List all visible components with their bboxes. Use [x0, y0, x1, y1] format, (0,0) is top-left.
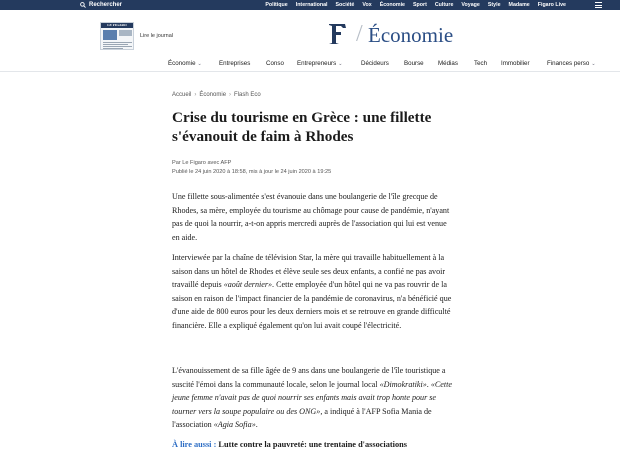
- top-nav-international[interactable]: International: [295, 2, 328, 8]
- nav-decideurs[interactable]: [361, 60, 389, 67]
- chevron-down-icon: ⌄: [338, 61, 343, 67]
- chevron-right-icon: ›: [229, 92, 232, 98]
- paragraph-text: . Cette employée d'un hôtel qui ne va pas rouvrir de la saison en raison de l'impact financier de la pandémie de coronavirus, n'a bénéficié que d'une aide de 800 euros pour les deux derniers mois et se retrouve en grande difficulté financière. Elle a expliqué également qu'on lui avait coupé l'électricité.: [172, 280, 452, 330]
- paragraph-text: Interviewée par la chaîne de télévision Star, la mère qui travaille habituellement à la saison dans un hôtel de Rhodes et élève seule ses deux enfants, a confié ne pas avoir travaillé depuis: [172, 253, 446, 290]
- related-article-link[interactable]: [172, 438, 472, 451]
- le-figaro-logo-icon[interactable]: [326, 22, 348, 46]
- breadcrumb-flash-eco[interactable]: Flash Eco: [234, 92, 261, 98]
- nav-decideurs-label: Décideurs: [361, 60, 389, 67]
- paragraph-text: .: [426, 379, 431, 389]
- publish-date: Publié le 24 juin 2020 à 18:58, mis à jour le 24 juin 2020 à 19:25: [172, 169, 332, 175]
- chevron-down-icon: ⌄: [591, 61, 596, 67]
- newspaper-thumbnail-title: LE FIGARO: [101, 23, 133, 28]
- breadcrumb-economie[interactable]: Économie: [199, 92, 227, 98]
- nav-tech-label: Tech: [474, 60, 488, 67]
- breadcrumb: [172, 92, 261, 98]
- nav-immobilier[interactable]: [501, 60, 530, 67]
- nav-bourse-label: Bourse: [404, 60, 424, 67]
- nav-conso[interactable]: [266, 60, 284, 67]
- read-journal-link[interactable]: Lire le journal: [140, 33, 174, 39]
- search-label: Rechercher: [89, 2, 123, 8]
- nav-entrepreneurs[interactable]: [297, 60, 342, 67]
- nav-finances-perso[interactable]: [547, 60, 596, 67]
- author: Par Le Figaro avec AFP: [172, 160, 232, 166]
- quote-text: «août dernier»: [223, 280, 273, 290]
- article-paragraph-2: [172, 251, 454, 333]
- paragraph-text: , a indiqué à l'AFP Sofia Mania de l'association: [172, 406, 432, 430]
- breadcrumb-accueil[interactable]: Accueil: [172, 92, 192, 98]
- nav-tech[interactable]: [474, 60, 487, 67]
- top-nav-style[interactable]: Style: [487, 2, 501, 8]
- nav-economie-label: Économie: [168, 60, 196, 67]
- top-bar: [0, 0, 620, 10]
- section-title[interactable]: Économie: [368, 23, 454, 47]
- section-nav: [0, 58, 620, 72]
- nav-medias[interactable]: [438, 60, 458, 67]
- nav-bourse[interactable]: [404, 60, 424, 67]
- related-label: À lire aussi :: [172, 440, 217, 449]
- quote-text: «Agia Sofia»: [213, 420, 256, 430]
- paragraph-text: .: [255, 420, 258, 430]
- related-title: Lutte contre la pauvreté: une trentaine d'associations: [218, 440, 407, 449]
- nav-entreprises[interactable]: [219, 60, 250, 67]
- byline: [172, 159, 331, 177]
- nav-medias-label: Médias: [438, 60, 458, 67]
- chevron-right-icon: ›: [194, 92, 197, 98]
- search-button[interactable]: [80, 0, 122, 10]
- article-paragraph-1: Une fillette sous-alimentée s'est évanouie dans une boulangerie de l'île grecque de Rhodes, sa mère, employée du tourisme au chômage pour cause de pandémie, n'ayant pas de quoi la nourrir, a-t-on appris mercredi auprès de l'association qui lui est venue en aide.: [172, 192, 450, 242]
- quote-text: «Cette jeune femme n'avait pas de quoi nourrir ses enfants mais avait trop honte pour se tourner vers la soupe populaire ou des ONG»: [172, 379, 452, 416]
- article-title: Crise du tourisme en Grèce : une fillette s'évanouit de faim à Rhodes: [172, 109, 432, 145]
- newspaper-thumbnail[interactable]: [100, 22, 134, 50]
- top-nav-culture[interactable]: Culture: [434, 2, 454, 8]
- top-nav-politique[interactable]: Politique: [265, 2, 288, 8]
- logo-divider: /: [356, 21, 363, 47]
- paragraph-text: L'évanouissement de sa fille âgée de 9 ans dans une boulangerie de l'île touristique a suscité l'émoi dans la communauté locale, selon le journal local: [172, 366, 446, 389]
- top-nav: [265, 0, 566, 10]
- chevron-down-icon: ⌄: [197, 61, 202, 67]
- top-nav-vox[interactable]: Vox: [362, 2, 372, 8]
- nav-finances-perso-label: Finances perso: [547, 60, 590, 67]
- menu-icon[interactable]: [595, 2, 602, 8]
- search-icon: [80, 2, 86, 8]
- top-nav-madame[interactable]: Madame: [508, 2, 530, 8]
- top-nav-societe[interactable]: Société: [335, 2, 355, 8]
- nav-conso-label: Conso: [266, 60, 284, 67]
- nav-entreprises-label: Entreprises: [219, 60, 251, 67]
- nav-economie[interactable]: [168, 60, 202, 67]
- top-nav-economie[interactable]: Économie: [379, 2, 406, 8]
- top-nav-figaro-live[interactable]: Figaro Live: [537, 2, 566, 8]
- top-nav-sport[interactable]: Sport: [413, 2, 427, 8]
- top-nav-voyage[interactable]: Voyage: [461, 2, 480, 8]
- article-paragraph-3: [172, 364, 454, 432]
- nav-entrepreneurs-label: Entrepreneurs: [297, 60, 337, 67]
- nav-immobilier-label: Immobilier: [501, 60, 530, 67]
- quote-text: «Dimokratiki»: [379, 379, 427, 389]
